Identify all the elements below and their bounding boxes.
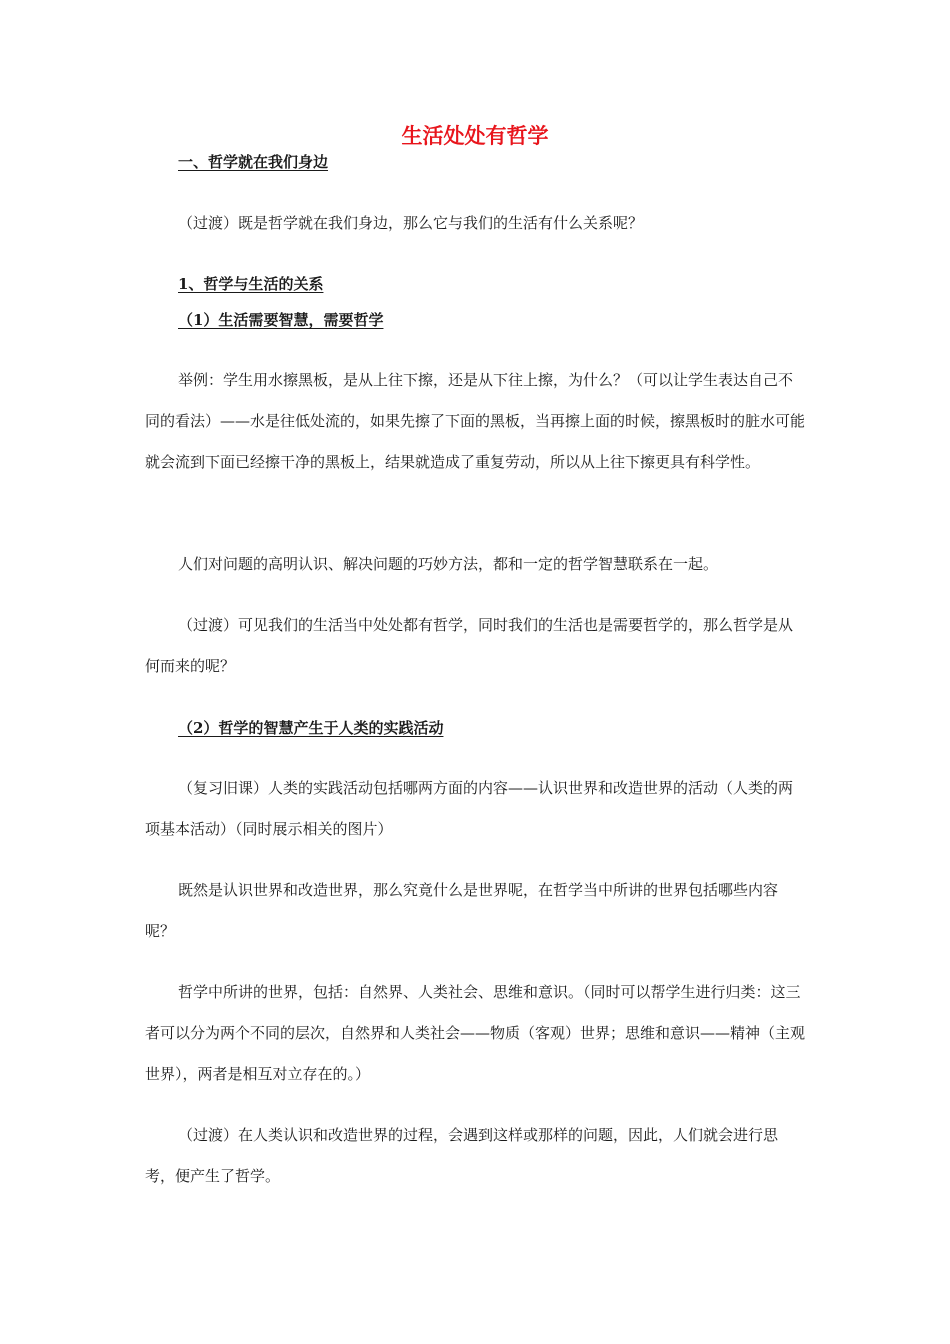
paragraph-philosophical-wisdom: 人们对问题的高明认识、解决问题的巧妙方法，都和一定的哲学智慧联系在一起。 [178,555,719,573]
paragraph-transition-1: （过渡）既是哲学就在我们身边，那么它与我们的生活有什么关系呢？ [178,214,644,232]
paragraph-blackboard-example: 举例：学生用水擦黑板，是从上往下擦，还是从下往上擦，为什么？（可以让学生表达自己不同的看法）——水是往低处流的，如果先擦了下面的黑板，当再擦上面的时候，擦黑板时的脏水可能就会流到下面已经擦干净的黑板上，结果就造成了重复劳动，所以从上往下擦更具有科学性。 [145,371,806,471]
point-heading-wisdom-from-practice: （2）哲学的智慧产生于人类的实践活动 [178,719,444,737]
point-heading-life-needs-wisdom: （1）生活需要智慧，需要哲学 [178,311,384,329]
paragraph-world-answer: 哲学中所讲的世界，包括：自然界、人类社会、思维和意识。（同时可以帮学生进行归类：这三者可以分为两个不同的层次，自然界和人类社会——物质（客观）世界；思维和意识——精神（主观世界），两者是相互对立存在的。） [145,983,806,1083]
paragraph-review-old-lesson: （复习旧课）人类的实践活动包括哪两方面的内容——认识世界和改造世界的活动（人类的两项基本活动）（同时展示相关的图片） [145,779,794,838]
paragraph-world-question: 既然是认识世界和改造世界，那么究竟什么是世界呢，在哲学当中所讲的世界包括哪些内容呢？ [145,881,779,940]
document-title: 生活处处有哲学 [401,123,549,148]
section-heading-philosophy-around-us: 一、哲学就在我们身边 [178,153,329,171]
paragraph-transition-2: （过渡）可见我们的生活当中处处都有哲学，同时我们的生活也是需要哲学的，那么哲学是从何而来的呢？ [145,616,794,675]
subsection-heading-philosophy-and-life: 1、哲学与生活的关系 [178,275,324,293]
paragraph-transition-3: （过渡）在人类认识和改造世界的过程，会遇到这样或那样的问题，因此，人们就会进行思考，便产生了哲学。 [145,1126,779,1185]
